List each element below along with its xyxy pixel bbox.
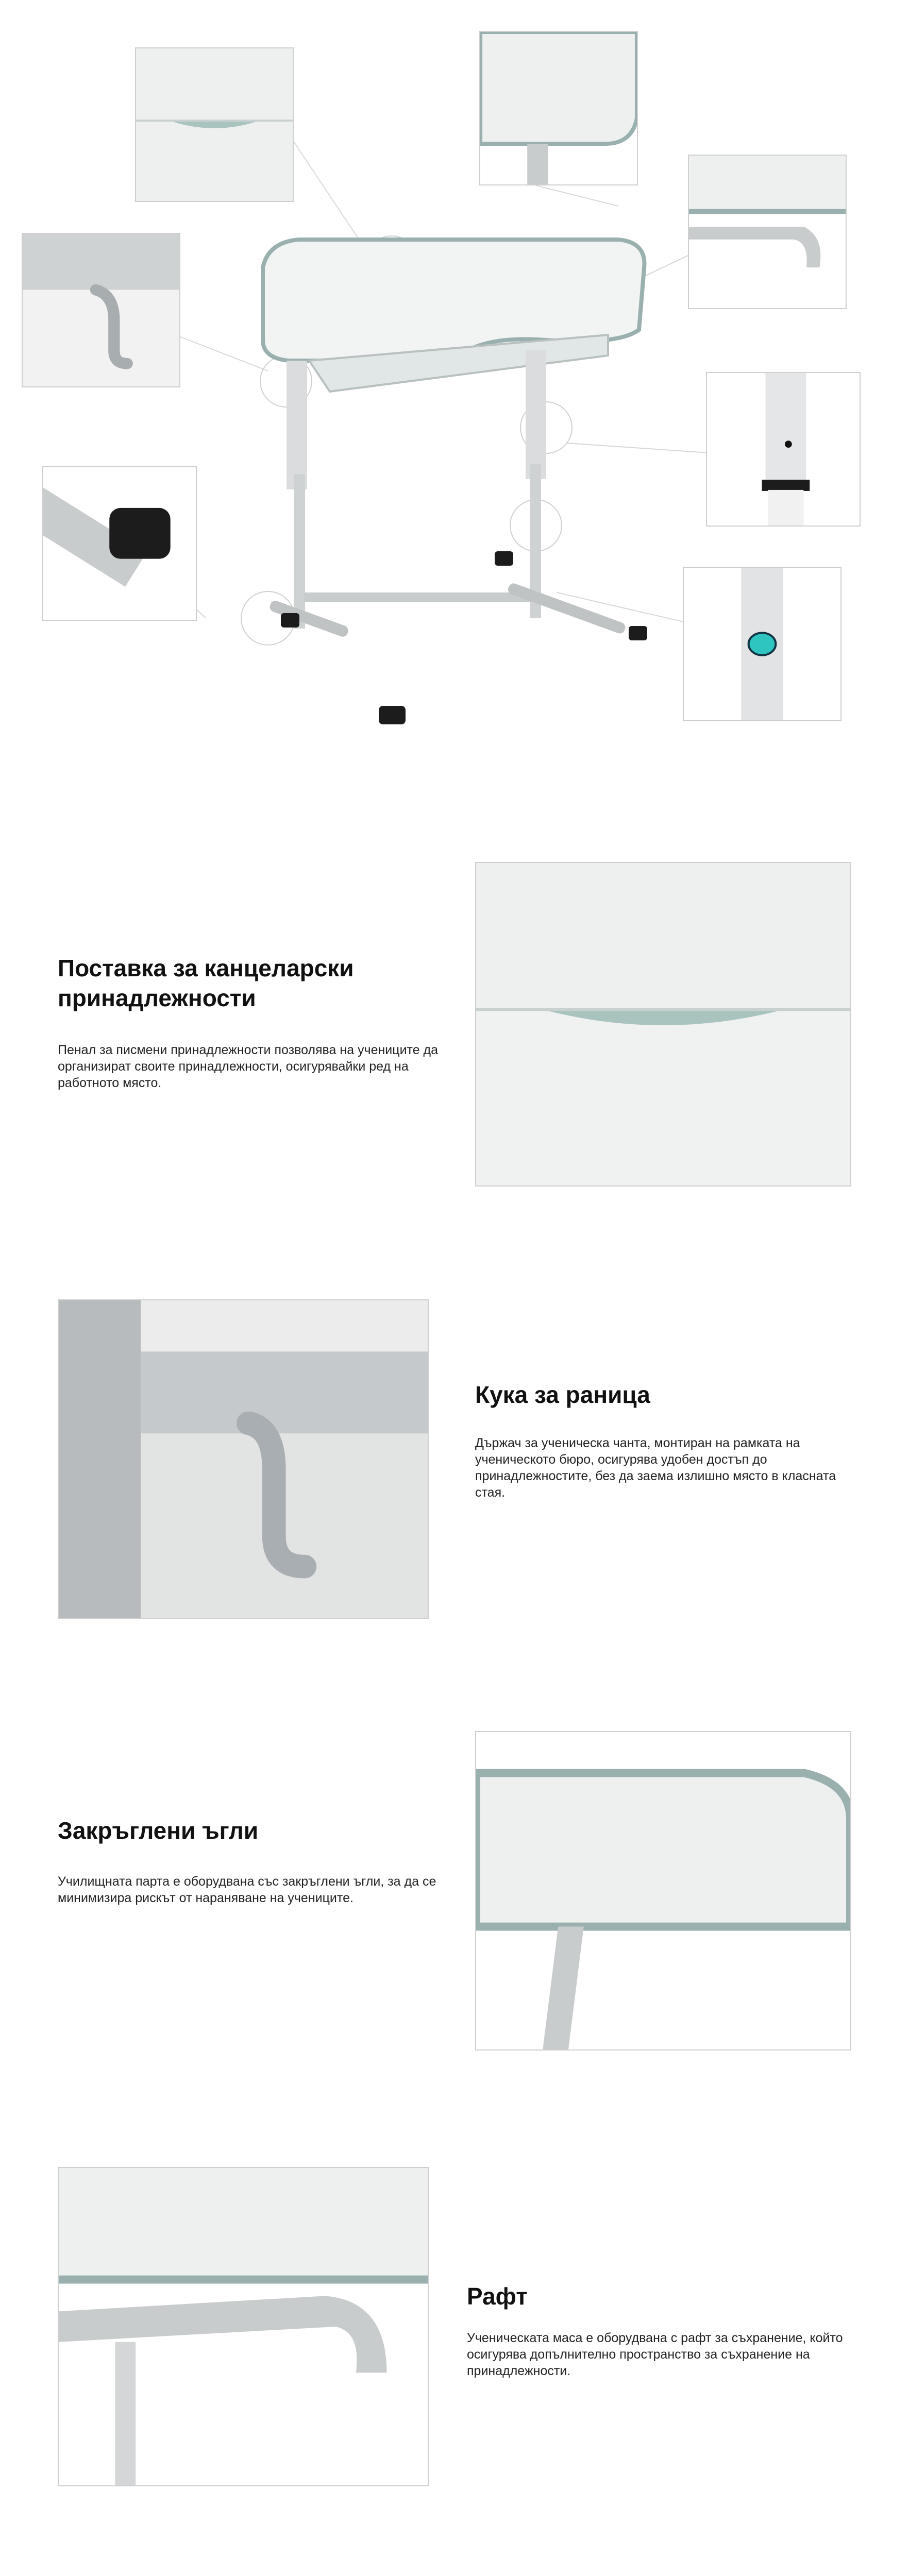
thumb-shelf [688,155,847,309]
section-text-shelf: Ученическата маса е оборудвана с рафт за съхранение, който осигурява допълнително пространство за съхранение на принадлежности. [467,2331,843,2378]
thumb-height-adjust [706,372,861,527]
thumb-rounded-corner [479,31,638,185]
section-title-pencil-holder: Поставка за канцеларски принадлежности [58,955,354,1011]
photo-pencil-holder [475,862,851,1187]
section-title-rounded-corners: Закръглени ъгли [58,1817,259,1844]
thumb-plastic-foot [42,466,197,621]
thumb-backpack-hook [22,233,180,387]
photo-shelf [58,2167,429,2486]
section-title-shelf: Рафт [467,2283,528,2310]
thumb-color-marker [683,567,841,721]
section-text-pencil-holder: Пенал за писмени принадлежности позволява на учениците да организират своите принадлежности, осигурявайки ред на работното място. [58,1043,439,1090]
thumb-pencil-tray [135,47,294,202]
photo-rounded-corners [475,1731,851,2050]
photo-backpack-hook [58,1299,429,1619]
section-text-rounded-corners: Училищната парта е оборудвана със закръглени ъгли, за да се минимизира рискът от нараняване на учениците. [58,1874,436,1905]
section-title-backpack-hook: Кука за раница [475,1381,650,1408]
section-text-backpack-hook: Държач за ученическа чанта, монтиран на рамката на ученическото бюро, осигурява удобен достъп до принадлежностите, без да заема излишно място в класната стая. [475,1436,836,1500]
